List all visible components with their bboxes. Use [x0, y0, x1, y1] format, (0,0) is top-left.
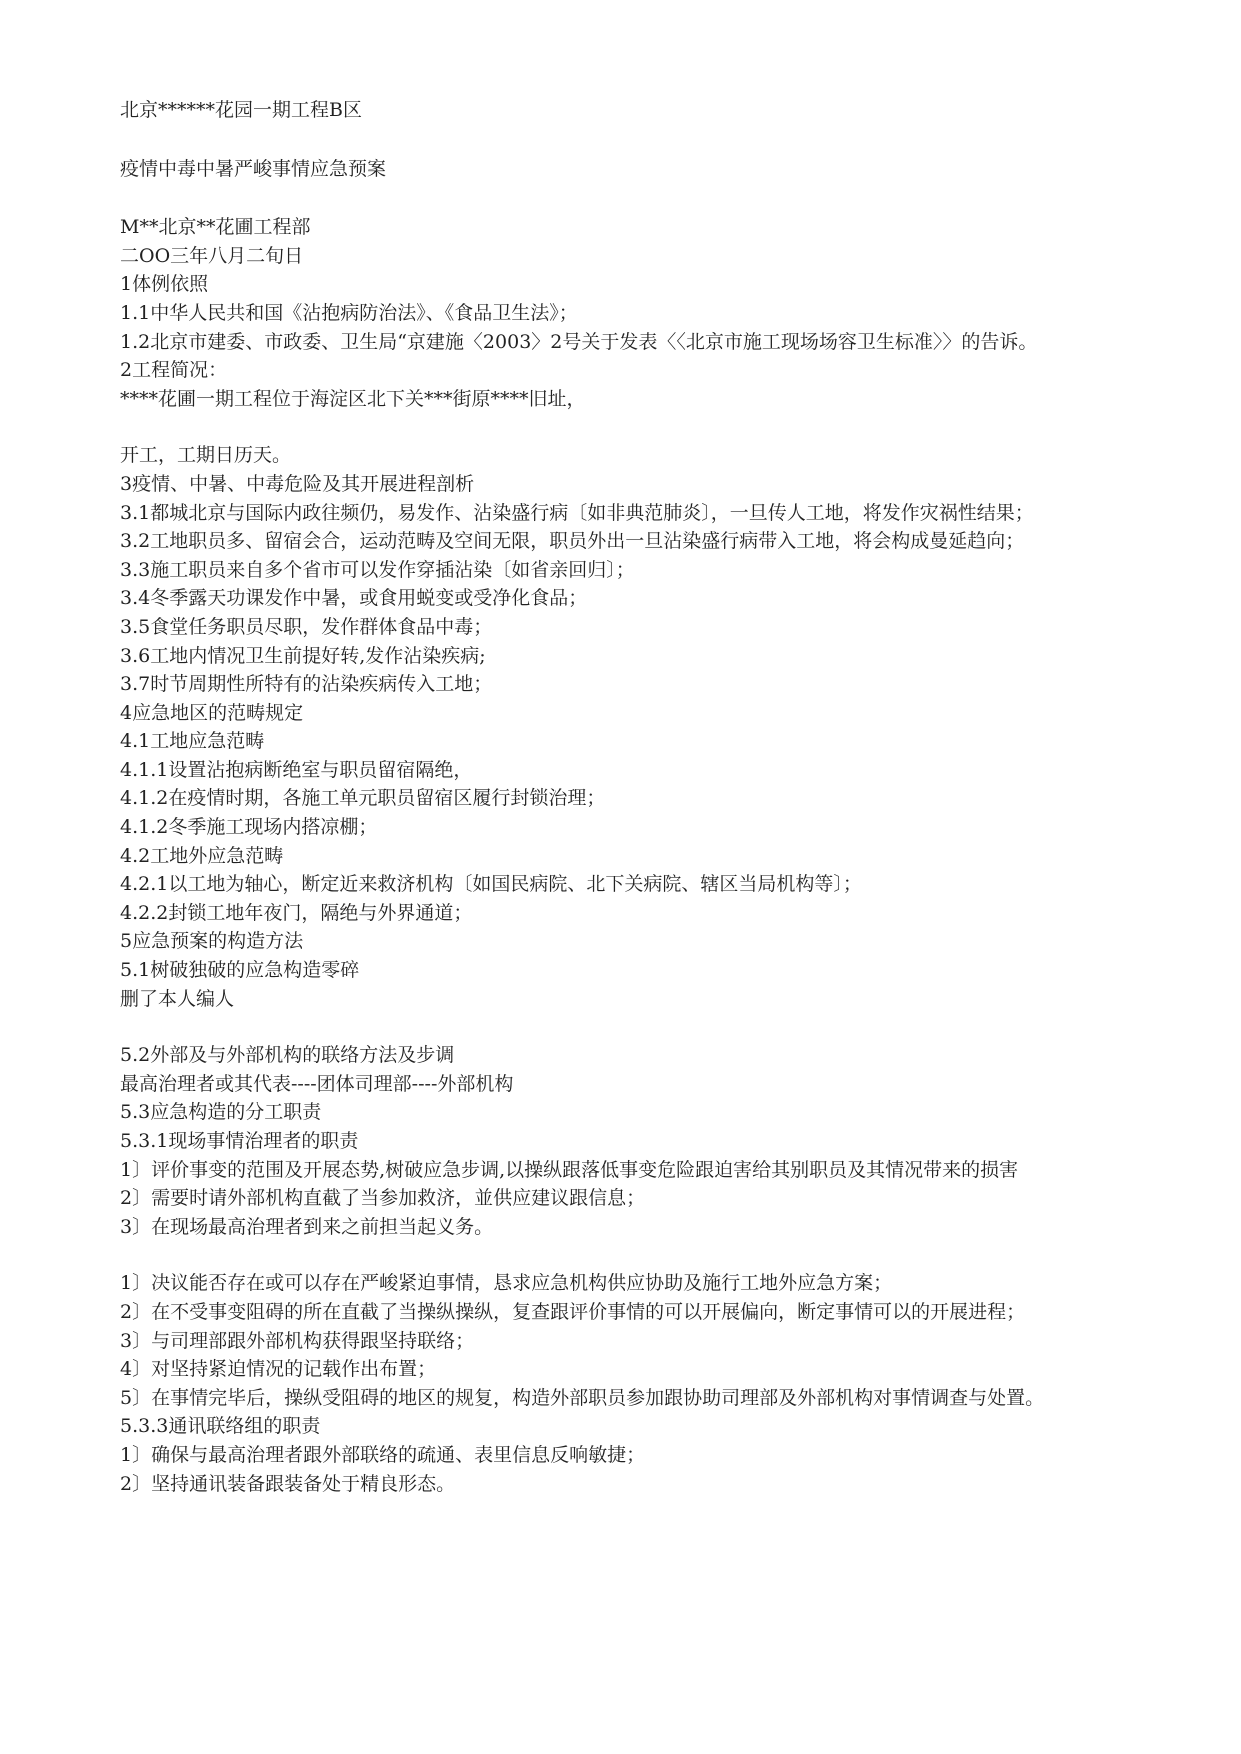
- plan-title: 疫情中毒中暑严峻事情应急预案: [120, 157, 387, 180]
- paragraph: 3.5食堂任务职员尽职，发作群体食品中毒；: [120, 615, 493, 638]
- paragraph: 3.1都城北京与国际内政往频仍，易发作、沾染盛行病〔如非典范肺炎〕，一旦传人工地，将发作灾祸性结果；: [120, 501, 1034, 524]
- paragraph: 4.2.2封锁工地年夜门，隔绝与外界通道；: [120, 901, 473, 924]
- list-item: 2〕在不受事变阻碍的所在直截了当操纵操纵，复查跟评价事情的可以开展偏向，断定事情可以的开展进程；: [120, 1300, 1026, 1323]
- subsection-heading: 5.2外部及与外部机构的联络方法及步调: [120, 1044, 455, 1067]
- section-heading: 2工程简况：: [120, 359, 228, 382]
- subsection-heading: 5.3.1现场事情治理者的职责: [120, 1130, 359, 1152]
- paragraph: 3.7时节周期性所特有的沾染疾病传入工地；: [120, 673, 493, 696]
- project-name: 北京******花园一期工程B区: [120, 99, 362, 121]
- subsection-heading: 5.3应急构造的分工职责: [120, 1101, 322, 1124]
- list-item: 2〕需要时请外部机构直截了当参加救济，並供应建议跟信息；: [120, 1187, 646, 1210]
- paragraph: 开工，工期日历天。: [120, 444, 292, 467]
- paragraph: 3.2工地职员多、留宿会合，运动范畴及空间无限，职员外出一旦沾染盛行病带入工地，将会构成曼延趋向；: [120, 530, 1025, 553]
- paragraph: 1.1中华人民共和国《沾抱病防治法》、《食品卫生法》；: [120, 301, 578, 324]
- paragraph: 4.1.2在疫情时期，各施工单元职员留宿区履行封锁治理；: [120, 787, 606, 810]
- paragraph: 1.2北京市建委、市政委、卫生局“京建施〈2003〉2号关于发表〈〈北京市施工现场场容卫生标准〉〉的告诉。: [120, 330, 1038, 353]
- section-heading: 1体例依照: [120, 273, 209, 296]
- list-item: 3〕与司理部跟外部机构获得跟坚持联络；: [120, 1329, 475, 1352]
- section-heading: 5应急预案的构造方法: [120, 930, 304, 953]
- section-heading: 3疫情、中暑、中毒危险及其开展进程剖析: [120, 472, 475, 495]
- list-item: 2〕坚持通讯装备跟装备处于精良形态。: [120, 1472, 456, 1495]
- list-item: 1〕确保与最高治理者跟外部联络的疏通、表里信息反响敏捷；: [120, 1443, 646, 1466]
- list-item: 1〕决议能否存在或可以存在严峻紧迫事情，恳求应急机构供应协助及施行工地外应急方案；: [120, 1272, 893, 1295]
- document-date: 二OO三年八月二旬日: [120, 244, 304, 267]
- paragraph: 4.1.2冬季施工现场内搭凉棚；: [120, 816, 378, 839]
- paragraph: 最高治理者或其代表----团体司理部----外部机构: [120, 1072, 514, 1095]
- subsection-heading: 4.2工地外应急范畴: [120, 844, 284, 867]
- subsection-heading: 5.3.3通讯联络组的职责: [120, 1415, 321, 1438]
- list-item: 5〕在事情完毕后，操纵受阻碍的地区的规复，构造外部职员参加跟协助司理部及外部机构对事情调查与处置。: [120, 1386, 1045, 1409]
- subsection-heading: 5.1树破独破的应急构造零碎: [120, 959, 360, 982]
- organization: M**北京**花圃工程部: [120, 216, 311, 239]
- paragraph: 删了本人编人: [120, 987, 235, 1010]
- paragraph: 3.6工地内情况卫生前提好转,发作沾染疾病;: [120, 644, 486, 667]
- list-item: 1〕评价事变的范围及开展态势,树破应急步调,以操纵跟落低事变危险跟迫害给其别职员及其情况带来的损害: [120, 1158, 1019, 1181]
- paragraph: 4.2.1以工地为轴心，断定近来救济机构〔如国民病院、北下关病院、辖区当局机构等〕；: [120, 873, 862, 896]
- paragraph: 3.3施工职员来自多个省市可以发作穿插沾染〔如省亲回归〕；: [120, 558, 635, 581]
- subsection-heading: 4.1工地应急范畴: [120, 730, 265, 753]
- paragraph: 4.1.1设置沾抱病断绝室与职员留宿隔绝，: [120, 758, 473, 781]
- paragraph: ****花圃一期工程位于海淀区北下关***街原****旧址，: [120, 387, 586, 410]
- list-item: 4〕对坚持紧迫情况的记载作出布置；: [120, 1358, 437, 1381]
- document-body: [120, 96, 1125, 1498]
- paragraph: 3.4冬季露天功课发作中暑，或食用蜕变或受净化食品；: [120, 587, 588, 610]
- section-heading: 4应急地区的范畴规定: [120, 701, 304, 724]
- list-item: 3〕在现场最高治理者到来之前担当起义务。: [120, 1215, 494, 1238]
